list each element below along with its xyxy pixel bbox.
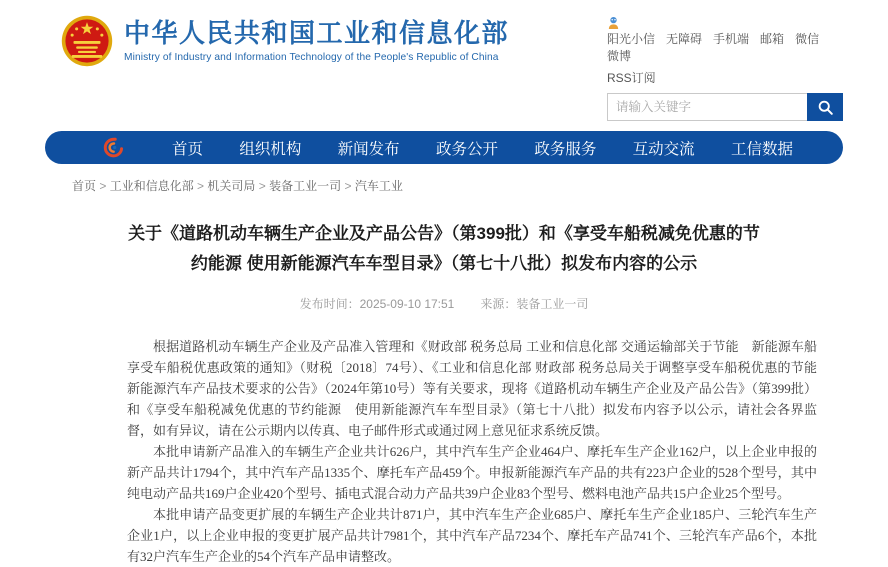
publish-time-label: 发布时间： (300, 297, 360, 311)
site-logo-link[interactable] (60, 14, 509, 68)
search-bar (607, 93, 843, 121)
nav-item[interactable]: 新闻发布 (338, 137, 400, 159)
quick-link[interactable]: 阳光小信 (607, 32, 655, 46)
breadcrumb (72, 177, 888, 194)
quick-link[interactable]: 手机端 (713, 32, 749, 46)
nav-item[interactable]: 工信数据 (731, 137, 793, 159)
quick-link[interactable]: 无障碍 (666, 32, 702, 46)
nav-item[interactable]: 互动交流 (633, 137, 695, 159)
quick-link[interactable]: 微博 (607, 49, 631, 63)
breadcrumb-item[interactable]: 首页 (72, 179, 96, 193)
breadcrumb-item[interactable]: > 汽车工业 (341, 179, 403, 193)
nav-item[interactable]: 政务服务 (534, 137, 596, 159)
site-titles (124, 19, 509, 63)
article-paragraph: 根据道路机动车辆生产企业及产品准入管理和《财政部 税务总局 工业和信息化部 交通运输部关于节能 新能源车船享受车船税优惠政策的通知》（财税〔2018〕74号）、《工业和信息化部 财政部 税务总局关于调整享受车船税优惠的节能 新能源汽车产品技术要求的公告》（2024年第10号）等有关要求，现将《道路机动车辆生产企业及产品公告》（第399批）和《享受车船税减免优惠的节约能源 使用新能源汽车车型目录》（第七十八批）拟发布内容予以公示，请社会各界监督，如有异议，请在公示期内以传真、电子邮件形式或通过网上意见征求系统反馈。 (127, 336, 817, 441)
breadcrumb-item[interactable]: > 装备工业一司 (255, 179, 341, 193)
national-emblem-icon (60, 14, 114, 68)
breadcrumb-items (72, 179, 403, 193)
rss-link[interactable]: RSS订阅 (607, 69, 843, 86)
article-paragraph: 本批申请新产品准入的车辆生产企业共计626户，其中汽车生产企业464户、摩托车生产企业162户，以上企业申报的新产品共计1794个，其中汽车产品1335个、摩托车产品459个。申报新能源汽车产品的共有223户企业的528个型号，其中纯电动产品共169户企业420个型号、插电式混合动力产品共39户企业83个型号、燃料电池产品共15户企业25个型号。 (127, 441, 817, 504)
sunshine-assistant-icon (607, 16, 620, 30)
search-input[interactable] (607, 93, 807, 121)
miit-swirl-icon (103, 137, 124, 158)
nav-item[interactable]: 组织机构 (239, 137, 301, 159)
site-title-en: Ministry of Industry and Information Technology of the People's Republic of China (124, 52, 509, 63)
article-meta (0, 295, 888, 312)
search-button[interactable] (807, 93, 843, 121)
article-paragraph: 本批申请产品变更扩展的车辆生产企业共计871户，其中汽车生产企业685户、摩托车生产企业185户、三轮汽车生产企业1户，以上企业申报的变更扩展产品共计7981个，其中汽车产品7234个、摩托车产品741个、三轮汽车产品6个，本批有32户汽车生产企业的54个汽车产品申请整改。 (127, 504, 817, 567)
quick-links (607, 30, 843, 64)
breadcrumb-item[interactable]: > 工业和信息化部 (96, 179, 194, 193)
nav-home-logo[interactable] (103, 137, 124, 158)
site-title: 中华人民共和国工业和信息化部 (124, 19, 509, 49)
article-body (127, 336, 817, 567)
breadcrumb-item[interactable]: > 机关司局 (194, 179, 256, 193)
article-title: 关于《道路机动车辆生产企业及产品公告》（第399批）和《享受车船税减免优惠的节约能源 使用新能源汽车车型目录》（第七十八批）拟发布内容的公示 (122, 219, 766, 279)
quick-link[interactable]: 微信 (795, 32, 819, 46)
header-utility-area (607, 14, 843, 121)
main-nav (45, 131, 843, 164)
site-header (0, 0, 888, 129)
nav-list (172, 137, 797, 159)
nav-item[interactable]: 政务公开 (436, 137, 498, 159)
publish-time: 2025-09-10 17:51 (360, 297, 455, 311)
nav-item[interactable]: 首页 (172, 137, 203, 159)
quick-link[interactable]: 邮箱 (760, 32, 784, 46)
search-icon (817, 99, 834, 116)
quick-links-row (607, 16, 843, 64)
source: 装备工业一司 (516, 297, 588, 311)
source-label: 来源： (480, 297, 516, 311)
article (0, 219, 888, 567)
